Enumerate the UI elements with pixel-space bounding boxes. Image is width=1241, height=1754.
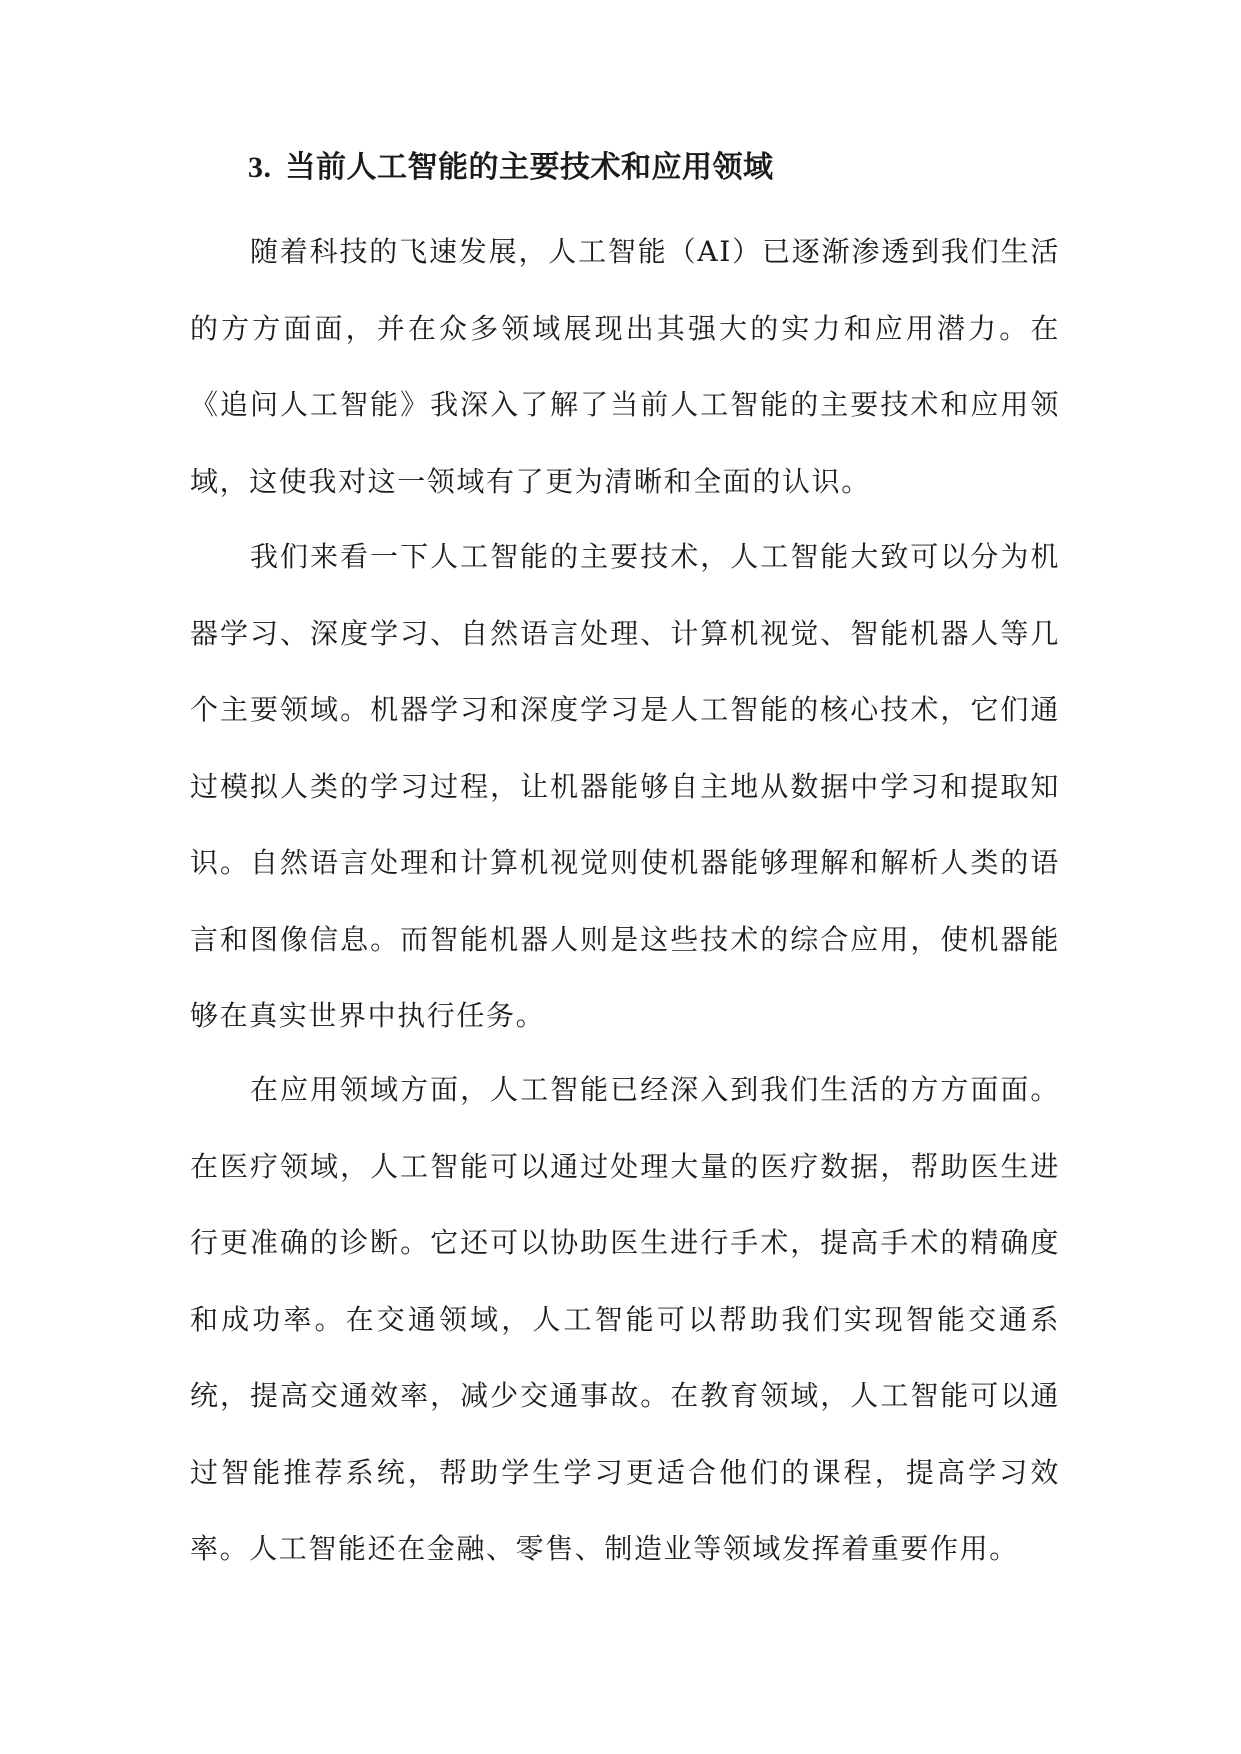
paragraph-application-fields: 在应用领域方面，人工智能已经深入到我们生活的方方面面。在医疗领域，人工智能可以通过处理大量的医疗数据，帮助医生进行更准确的诊断。它还可以协助医生进行手术，提高手术的精确度和成功率。在交通领域，人工智能可以帮助我们实现智能交通系统，提高交通效率，减少交通事故。在教育领域，人工智能可以通过智能推荐系统，帮助学生学习更适合他们的课程，提高学习效率。人工智能还在金融、零售、制造业等领域发挥着重要作用。 bbox=[190, 1073, 1060, 1565]
section-title: 当前人工智能的主要技术和应用领域 bbox=[285, 150, 774, 185]
section-number: 3. bbox=[248, 151, 272, 184]
section-heading bbox=[248, 148, 774, 188]
paragraph-intro: 随着科技的飞速发展，人工智能（AI）已逐渐渗透到我们生活的方方面面，并在众多领域展现出其强大的实力和应用潜力。在《追问人工智能》我深入了解了当前人工智能的主要技术和应用领域，这使我对这一领域有了更为清晰和全面的认识。 bbox=[190, 235, 1060, 498]
paragraph-main-technologies: 我们来看一下人工智能的主要技术，人工智能大致可以分为机器学习、深度学习、自然语言处理、计算机视觉、智能机器人等几个主要领域。机器学习和深度学习是人工智能的核心技术，它们通过模拟人类的学习过程，让机器能够自主地从数据中学习和提取知识。自然语言处理和计算机视觉则使机器能够理解和解析人类的语言和图像信息。而智能机器人则是这些技术的综合应用，使机器能够在真实世界中执行任务。 bbox=[190, 540, 1060, 1032]
